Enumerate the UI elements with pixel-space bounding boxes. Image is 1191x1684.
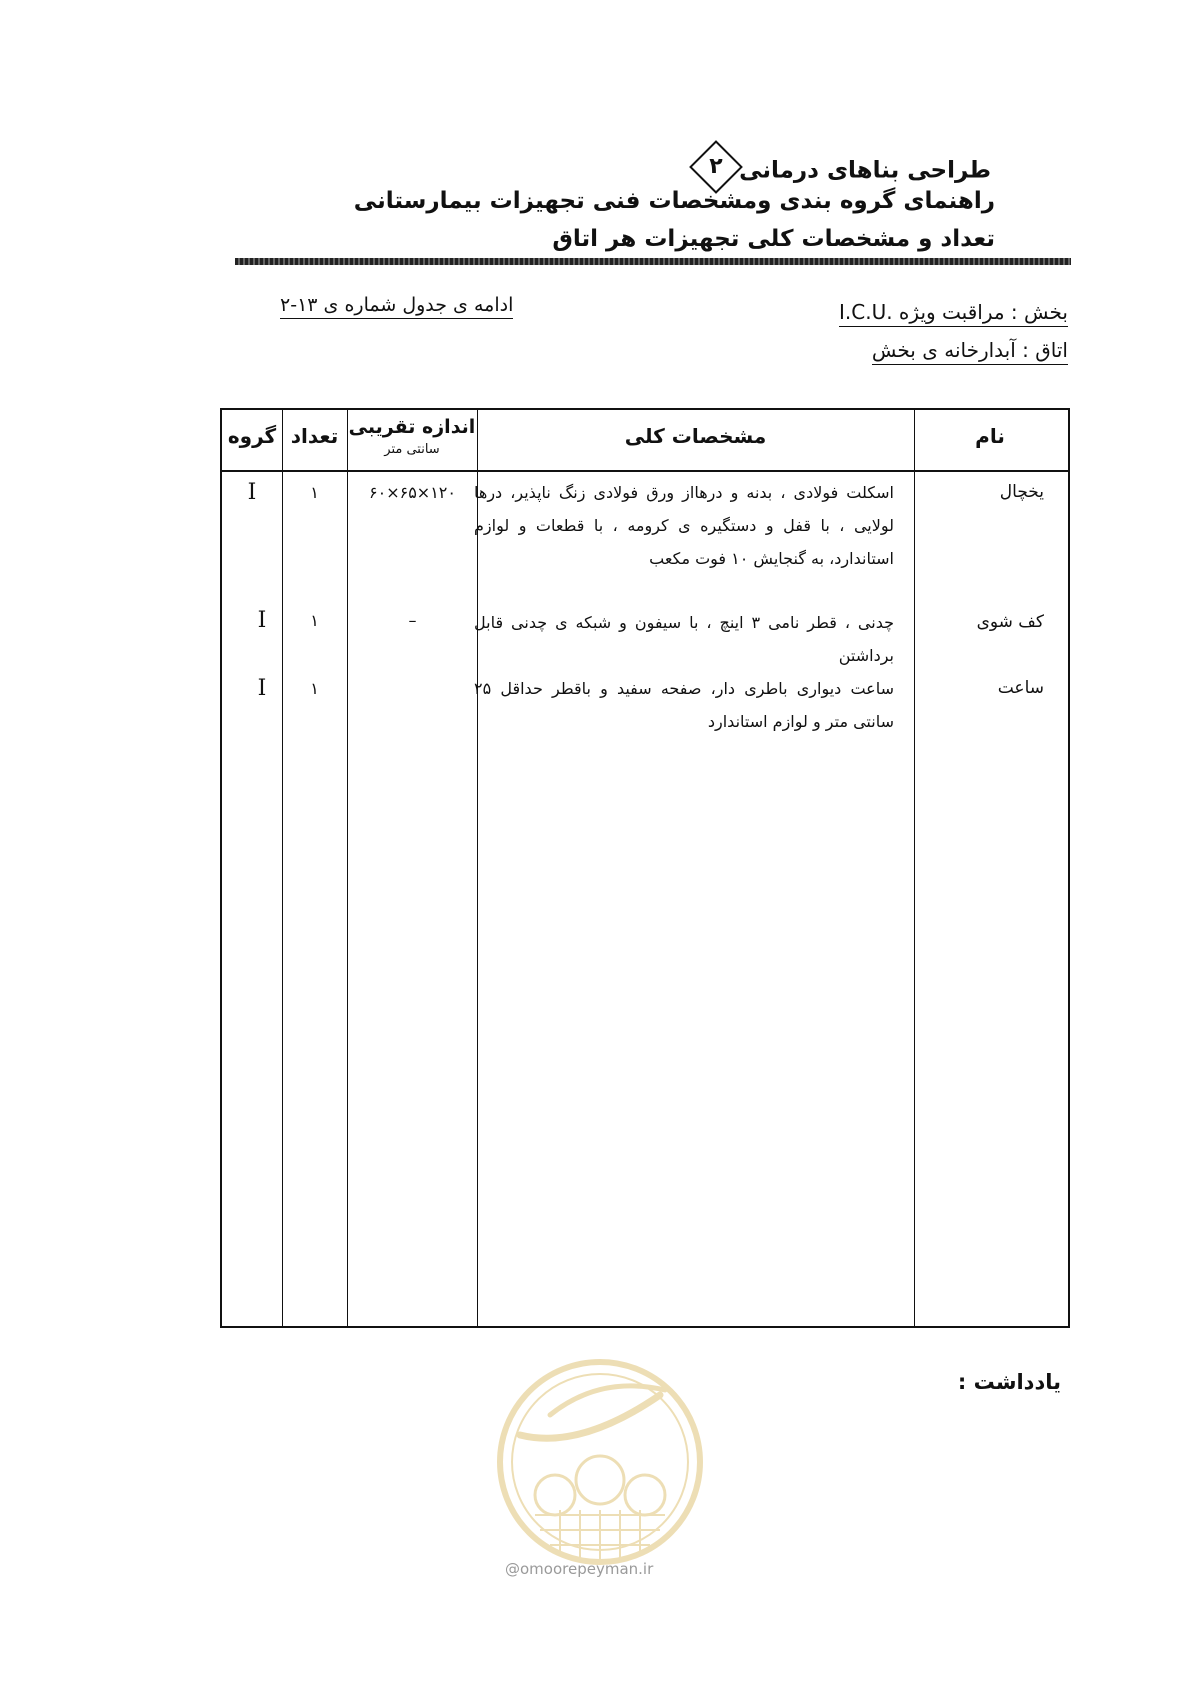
note-label: یادداشت : (957, 1370, 1061, 1394)
volume-badge-icon (689, 140, 743, 194)
table-continuation-label: ادامه ی جدول شماره ی ۱۳-۲ (280, 294, 513, 319)
column-divider (914, 410, 915, 1326)
row-name: کف شوی (976, 612, 1044, 632)
watermark-logo-icon (490, 1355, 710, 1570)
department-label: بخش : مراقبت ویژه .I.C.U (839, 300, 1068, 327)
watermark-url: @omoorepeyman.ir (505, 1560, 654, 1578)
row-name: ساعت (997, 678, 1044, 698)
row-group: I (257, 608, 267, 633)
row-size: ۱۲۰×۶۵×۶۰ (369, 483, 456, 502)
row-qty: ۱ (310, 483, 319, 502)
row-size: – (408, 611, 417, 630)
title-text: طراحی بناهای درمانی (739, 157, 991, 184)
header-size: اندازه تقریبی (348, 416, 476, 438)
volume-badge-number: ۲ (709, 154, 723, 179)
column-divider (282, 410, 283, 1326)
row-qty: ۱ (310, 611, 319, 630)
row-spec: چدنی ، قطر نامی ۳ اینچ ، با سیفون و شبکه ی چدنی قابل برداشتن (474, 613, 895, 665)
room-label: اتاق : آبدارخانه ی بخش (872, 338, 1068, 365)
row-spec: ساعت دیواری باطری دار، صفحه سفید و باقطر حداقل ۲۵ سانتی متر و لوازم استاندارد (474, 679, 894, 731)
row-group: I (257, 676, 267, 701)
header-row-divider (222, 470, 1068, 472)
header-qty: تعداد (290, 424, 339, 448)
document-subtitle: راهنمای گروه بندی ومشخصات فنی تجهیزات بیمارستانی (353, 188, 995, 214)
row-group: I (247, 480, 257, 505)
document-title (693, 152, 991, 190)
row-spec: اسکلت فولادی ، بدنه و درهااز ورق فولادی زنگ ناپذیر، درها لولایی ، با قفل و دستگیره ی کرومه ، با قطعات و لوازم استاندارد، به گنجایش ۱۰ فوت مکعب (474, 483, 894, 568)
document-section-title: تعداد و مشخصات کلی تجهیزات هر اتاق (552, 226, 995, 252)
header-size-unit: سانتی متر (384, 442, 440, 457)
header-name: نام (975, 424, 1005, 448)
equipment-table (220, 408, 1070, 1328)
header-group: گروه (227, 424, 277, 448)
column-divider (347, 410, 348, 1326)
row-name: یخچال (999, 482, 1044, 502)
header-divider (235, 258, 1071, 265)
header-spec: مشخصات کلی (624, 424, 767, 448)
row-qty: ۱ (310, 679, 319, 698)
